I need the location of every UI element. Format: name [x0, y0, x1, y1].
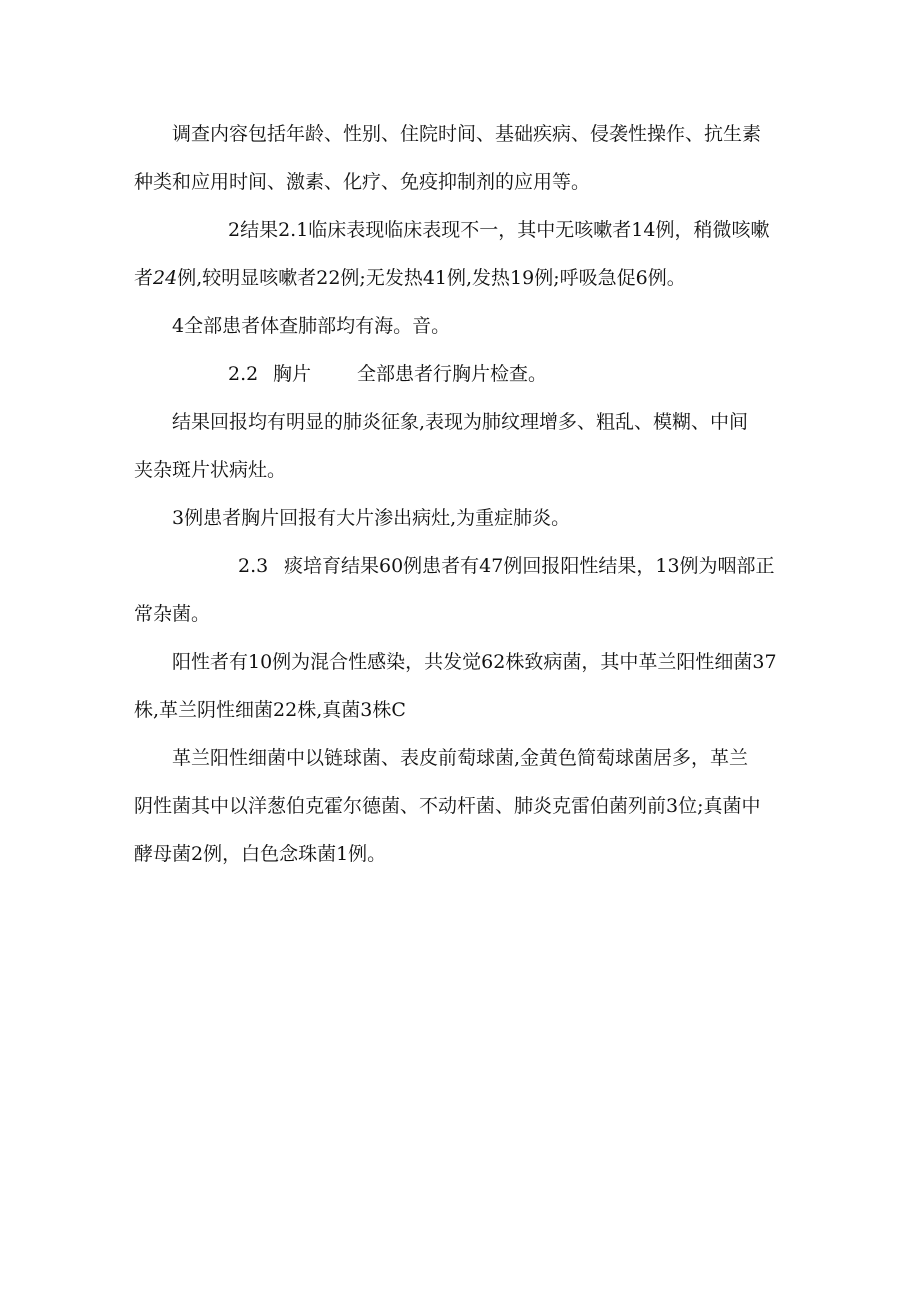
paragraph-sputum-line-1: 痰培育结果60例患者有47例回报阳性结果，13例为咽部正	[284, 555, 775, 577]
paragraph-exam: 4全部患者体查肺部均有海。音。	[172, 315, 451, 337]
paragraph-chest-result-line-1: 结果回报均有明显的肺炎征象,表现为肺纹理增多、粗乱、模糊、中间	[172, 411, 749, 433]
paragraph-bacteria-line-3: 酵母菌2例，白色念珠菌1例。	[134, 843, 387, 865]
results-number-24: 24	[153, 267, 178, 289]
results-text-rest: 例,较明显咳嗽者22例;无发热41例,发热19例;呼吸急促6例。	[177, 267, 686, 289]
paragraph-sputum-line-2: 常杂菌。	[134, 603, 211, 625]
section-number-2-2: 2.2	[228, 363, 259, 385]
section-title-chest-film: 胸片	[273, 363, 312, 385]
paragraph-severe-pneumonia: 3例患者胸片回报有大片渗出病灶,为重症肺炎。	[172, 507, 571, 529]
paragraph-survey-line-1: 调查内容包括年龄、性别、住院时间、基础疾病、侵袭性操作、抗生素	[172, 123, 762, 145]
section-chest-film-text: 全部患者行胸片检查。	[357, 363, 548, 385]
paragraph-results-line-2	[134, 266, 686, 290]
paragraph-positive-line-1: 阳性者有10例为混合性感染，共发觉62株致病菌，其中革兰阳性细菌37	[172, 651, 777, 673]
paragraph-survey-line-2: 种类和应用时间、激素、化疗、免疫抑制剂的应用等。	[134, 171, 591, 193]
paragraph-results-line-1: 2结果2.1临床表现临床表现不一，其中无咳嗽者14例，稍微咳嗽	[228, 219, 770, 241]
section-number-2-3: 2.3	[238, 555, 269, 577]
paragraph-bacteria-line-1: 革兰阳性细菌中以链球菌、表皮前萄球菌,金黄色简萄球菌居多，革兰	[172, 747, 749, 769]
paragraph-positive-line-2: 株,革兰阴性细菌22株,真菌3株C	[134, 699, 406, 721]
results-text-zhe: 者	[134, 267, 154, 289]
paragraph-chest-result-line-2: 夹杂斑片状病灶。	[134, 459, 287, 481]
paragraph-bacteria-line-2: 阴性菌其中以洋葱伯克霍尔德菌、不动杆菌、肺炎克雷伯菌列前3位;真菌中	[134, 795, 761, 817]
